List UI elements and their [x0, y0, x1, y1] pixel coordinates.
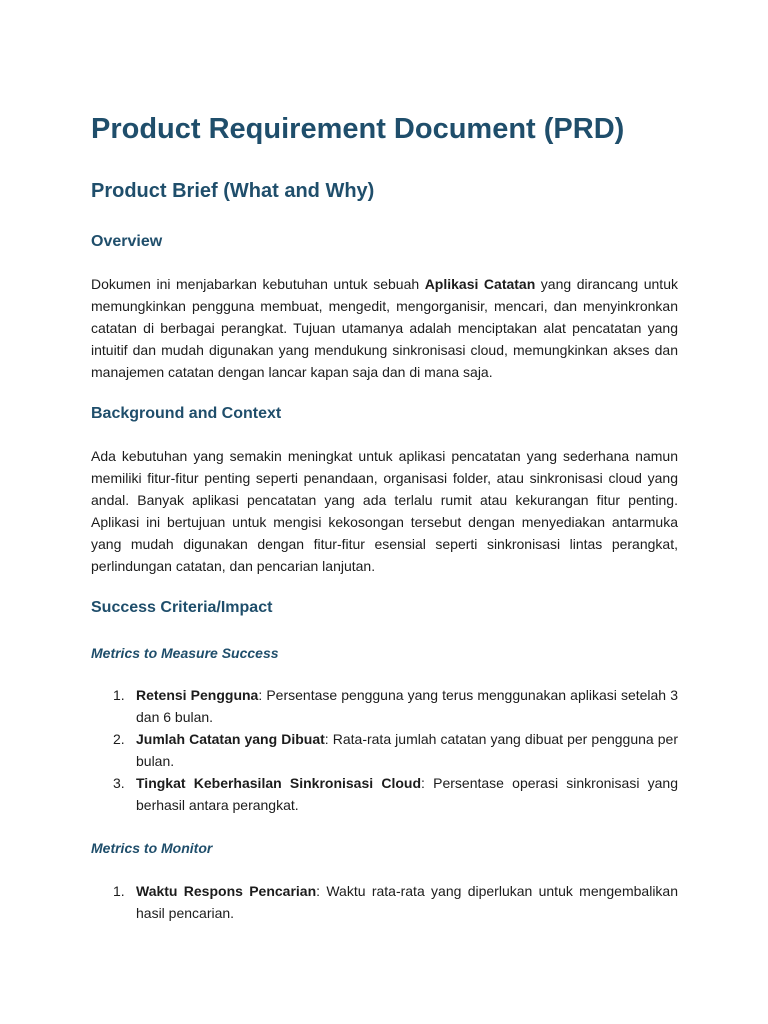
metric-description: : Persentase operasi sinkronisasi yang berhasil antara perangkat.: [136, 775, 679, 813]
document-title: Product Requirement Document (PRD): [91, 113, 625, 145]
overview-text-end: yang dirancang untuk memungkinkan pengguna membuat, mengedit, mengorganisir, mencari, dan menyinkronkan catatan di berbagai perangkat. Tujuan utamanya adalah menciptakan alat pencatatan yang intuitif dan mudah digunakan yang mendukung sinkronisasi cloud, memungkinkan akses dan manajemen catatan dengan lancar kapan saja dan di mana saja.: [91, 276, 678, 380]
success-criteria-heading: Success Criteria/Impact: [91, 599, 273, 616]
measure-success-list: [91, 684, 678, 816]
overview-bold-term: Aplikasi Catatan: [424, 276, 536, 292]
list-number: 1.: [113, 687, 125, 703]
list-item: [91, 880, 678, 924]
metric-name: Tingkat Keberhasilan Sinkronisasi Cloud: [136, 775, 422, 791]
overview-heading: Overview: [91, 233, 163, 250]
background-paragraph: Ada kebutuhan yang semakin meningkat untuk aplikasi pencatatan yang sederhana namun memiliki fitur-fitur penting seperti penandaan, organisasi folder, atau sinkronisasi cloud yang andal. Banyak aplikasi pencatatan yang ada terlalu rumit atau kekurangan fitur penting. Aplikasi ini bertujuan untuk mengisi kekosongan tersebut dengan menyediakan antarmuka yang mudah digunakan dengan fitur-fitur esensial seperti sinkronisasi lintas perangkat, perlindungan catatan, dan pencarian lanjutan.: [91, 448, 678, 574]
monitor-metrics-list: [91, 880, 678, 924]
product-brief-heading: Product Brief (What and Why): [91, 180, 375, 202]
list-number: 3.: [113, 775, 125, 791]
list-item: [91, 684, 678, 728]
metric-name: Waktu Respons Pencarian: [136, 883, 317, 899]
list-item: [91, 772, 678, 816]
metric-description: : Persentase pengguna yang terus menggunakan aplikasi setelah 3 dan 6 bulan.: [136, 687, 678, 725]
measure-success-heading: Metrics to Measure Success: [91, 645, 279, 661]
background-heading: Background and Context: [91, 405, 282, 422]
monitor-metrics-heading: Metrics to Monitor: [91, 840, 213, 856]
metric-description: : Waktu rata-rata yang diperlukan untuk mengembalikan hasil pencarian.: [136, 883, 678, 921]
list-item: [91, 728, 678, 772]
metric-name: Jumlah Catatan yang Dibuat: [136, 731, 325, 747]
overview-text-start: Dokumen ini menjabarkan kebutuhan untuk sebuah: [91, 276, 425, 292]
overview-paragraph: [91, 273, 678, 383]
list-number: 2.: [113, 731, 125, 747]
list-number: 1.: [113, 883, 125, 899]
metric-description: : Rata-rata jumlah catatan yang dibuat per pengguna per bulan.: [136, 731, 678, 769]
metric-name: Retensi Pengguna: [136, 687, 259, 703]
